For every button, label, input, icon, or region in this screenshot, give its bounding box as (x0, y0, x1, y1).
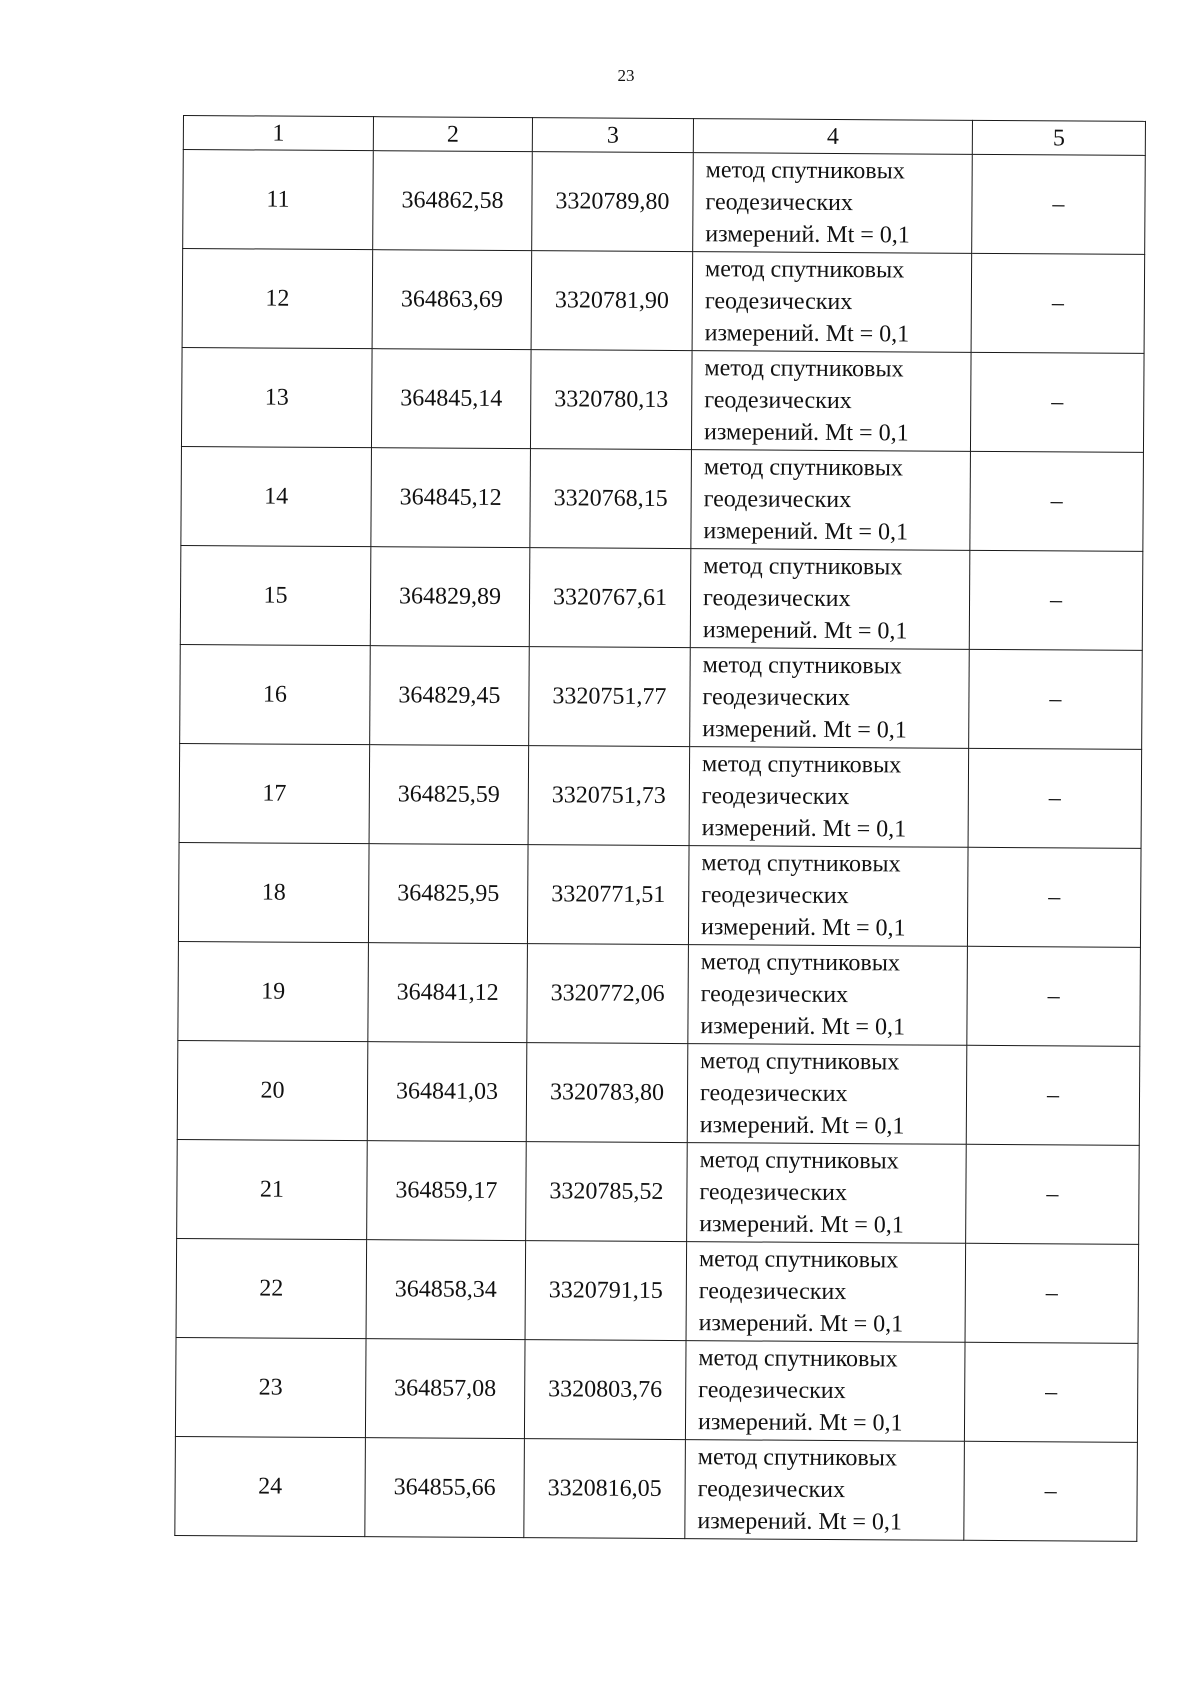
method-line-3: измерений. Mt = 0,1 (698, 1310, 904, 1338)
method-line-3: измерений. Mt = 0,1 (703, 419, 909, 447)
coordinate-x: 364858,34 (366, 1240, 526, 1340)
point-number: 24 (175, 1436, 366, 1536)
column-5-value: – (966, 1144, 1140, 1244)
coordinate-y: 3320785,52 (526, 1142, 688, 1242)
column-header-1: 1 (183, 116, 373, 151)
method-line-3: измерений. Mt = 0,1 (700, 914, 906, 942)
method-line-1: метод спутниковых (703, 553, 903, 581)
method-line-3: измерений. Mt = 0,1 (705, 221, 910, 249)
coordinate-y: 3320771,51 (527, 845, 689, 945)
coordinate-x: 364829,89 (370, 547, 530, 647)
coordinate-y: 3320772,06 (527, 944, 689, 1044)
method-line-2: геодезических (700, 981, 849, 1009)
table-row (177, 1040, 1140, 1145)
table-row (175, 1337, 1138, 1442)
table-row (180, 644, 1143, 749)
method-description (688, 846, 968, 947)
method-line-1: метод спутниковых (700, 949, 901, 977)
method-line-2: геодезических (697, 1476, 846, 1504)
table-row (179, 743, 1142, 848)
coordinate-x: 364829,45 (370, 646, 530, 746)
point-number: 11 (183, 150, 374, 250)
coordinate-y: 3320783,80 (526, 1043, 688, 1143)
method-line-2: геодезических (699, 1179, 847, 1207)
coordinate-y: 3320803,76 (524, 1340, 686, 1440)
method-description (689, 747, 969, 848)
column-5-value: – (969, 550, 1143, 650)
method-line-3: измерений. Mt = 0,1 (697, 1508, 903, 1536)
method-line-2: геодезических (699, 1080, 848, 1108)
column-header-2: 2 (373, 117, 532, 152)
method-line-3: измерений. Mt = 0,1 (697, 1409, 903, 1437)
coordinate-y: 3320780,13 (530, 350, 692, 450)
method-description (690, 648, 970, 749)
coordinate-y: 3320789,80 (532, 152, 694, 252)
column-5-value: – (964, 1342, 1138, 1442)
column-5-value: – (967, 847, 1141, 947)
column-5-value: – (969, 649, 1143, 749)
method-line-3: измерений. Mt = 0,1 (702, 617, 908, 645)
point-number: 13 (181, 347, 372, 447)
method-description (688, 945, 968, 1046)
column-header-5: 5 (972, 120, 1145, 155)
coordinate-y: 3320751,73 (528, 746, 690, 846)
coordinate-x: 364845,12 (371, 448, 531, 548)
column-5-value: – (964, 1441, 1138, 1541)
column-5-value: – (968, 748, 1142, 848)
table-row (181, 347, 1144, 452)
point-number: 16 (180, 644, 371, 744)
method-line-1: метод спутниковых (700, 1048, 900, 1076)
point-number: 15 (180, 545, 371, 645)
table-row (176, 1238, 1139, 1343)
method-description (691, 450, 971, 551)
column-5-value: – (971, 253, 1145, 353)
table-row (175, 1436, 1138, 1541)
method-line-2: геодезических (698, 1278, 847, 1306)
point-number: 20 (177, 1040, 368, 1140)
coordinate-y: 3320767,61 (529, 548, 691, 648)
coordinate-x: 364857,08 (365, 1339, 525, 1439)
method-line-1: метод спутниковых (703, 454, 904, 482)
point-number: 14 (181, 446, 372, 546)
column-header-3: 3 (532, 118, 693, 153)
column-5-value: – (965, 1243, 1139, 1343)
method-line-3: измерений. Mt = 0,1 (700, 1013, 906, 1041)
method-description (685, 1440, 965, 1541)
coordinate-y: 3320816,05 (524, 1439, 686, 1539)
method-line-2: геодезических (698, 1377, 846, 1405)
table-row (178, 842, 1141, 947)
page-number: 23 (617, 66, 635, 85)
column-header-4: 4 (693, 119, 972, 155)
column-5-value: – (970, 451, 1144, 551)
method-line-2: геодезических (702, 585, 851, 613)
coordinate-x: 364859,17 (367, 1141, 527, 1241)
method-line-1: метод спутниковых (701, 751, 902, 779)
coordinate-x: 364841,12 (368, 943, 528, 1043)
method-description (687, 1044, 967, 1145)
point-number: 21 (177, 1139, 368, 1239)
point-number: 12 (182, 249, 373, 349)
method-line-1: метод спутниковых (704, 256, 905, 284)
method-line-2: геодезических (704, 288, 853, 316)
method-description (687, 1143, 967, 1244)
coordinate-y: 3320751,77 (529, 647, 691, 747)
method-line-2: геодезических (703, 486, 852, 514)
method-description (686, 1242, 966, 1343)
table-row (181, 446, 1144, 551)
coordinate-x: 364825,59 (369, 745, 529, 845)
method-line-1: метод спутниковых (697, 1444, 897, 1472)
column-5-value: – (966, 1045, 1140, 1145)
method-line-1: метод спутниковых (702, 652, 902, 680)
method-line-1: метод спутниковых (698, 1246, 899, 1274)
method-description (691, 351, 971, 452)
method-line-2: геодезических (704, 387, 852, 415)
method-description (685, 1341, 965, 1442)
method-line-3: измерений. Mt = 0,1 (703, 518, 909, 546)
method-description (692, 252, 972, 353)
method-description (690, 549, 970, 650)
point-number: 23 (175, 1337, 366, 1437)
method-line-1: метод спутниковых (699, 1147, 899, 1175)
method-line-1: метод спутниковых (704, 355, 904, 383)
point-number: 22 (176, 1238, 367, 1338)
table-row (182, 249, 1145, 354)
coordinate-x: 364825,95 (368, 844, 528, 944)
method-line-3: измерений. Mt = 0,1 (699, 1112, 905, 1140)
method-line-2: геодезических (705, 189, 854, 217)
method-line-3: измерений. Mt = 0,1 (699, 1211, 904, 1239)
method-line-2: геодезических (702, 684, 850, 712)
method-line-2: геодезических (701, 783, 850, 811)
coordinate-y: 3320781,90 (531, 251, 693, 351)
method-line-1: метод спутниковых (701, 850, 901, 878)
table-row (183, 150, 1146, 255)
table-row (180, 545, 1143, 650)
method-line-1: метод спутниковых (705, 157, 905, 185)
method-line-3: измерений. Mt = 0,1 (702, 716, 907, 744)
column-5-value: – (970, 352, 1144, 452)
coordinate-x: 364845,14 (371, 349, 531, 449)
coordinate-x: 364863,69 (372, 250, 532, 350)
method-line-3: измерений. Mt = 0,1 (701, 815, 907, 843)
table-row (177, 1139, 1140, 1244)
point-number: 19 (178, 941, 369, 1041)
coordinates-table-container (174, 115, 1145, 1542)
method-line-1: метод спутниковых (698, 1345, 898, 1373)
method-line-2: геодезических (701, 882, 849, 910)
coordinate-x: 364855,66 (365, 1438, 525, 1538)
column-5-value: – (972, 154, 1146, 254)
coordinate-x: 364862,58 (373, 151, 533, 251)
method-description (693, 153, 973, 254)
point-number: 17 (179, 743, 370, 843)
method-line-3: измерений. Mt = 0,1 (704, 320, 910, 348)
coordinates-table (174, 115, 1146, 1542)
point-number: 18 (178, 842, 369, 942)
table-row (178, 941, 1141, 1046)
column-5-value: – (967, 946, 1141, 1046)
coordinate-x: 364841,03 (367, 1042, 527, 1142)
table-body (175, 150, 1145, 1542)
coordinate-y: 3320768,15 (530, 449, 692, 549)
coordinate-y: 3320791,15 (525, 1241, 687, 1341)
